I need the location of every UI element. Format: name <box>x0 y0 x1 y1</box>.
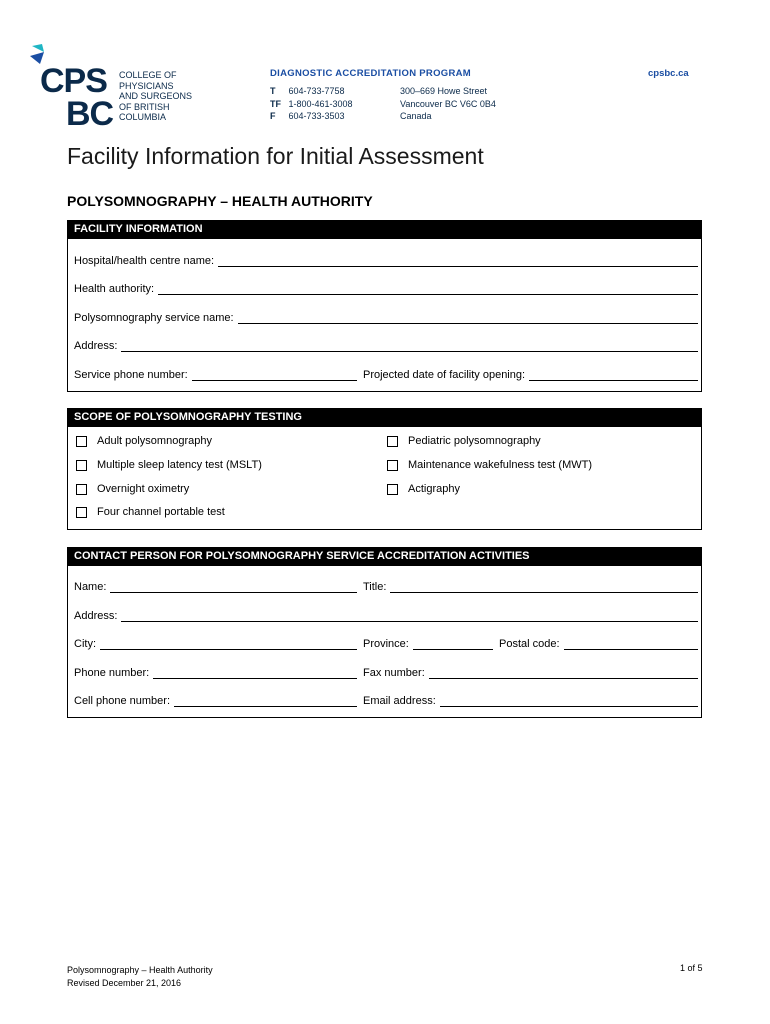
input-line[interactable] <box>529 369 698 381</box>
org-name <box>119 70 192 123</box>
checkbox-box[interactable] <box>387 460 398 471</box>
checkbox-label: Overnight oximetry <box>97 483 190 495</box>
checkbox-oximetry[interactable] <box>76 484 189 495</box>
org-name-line: PHYSICIANS <box>119 80 174 91</box>
field-label: Title: <box>363 581 387 593</box>
checkbox-label: Adult polysomnography <box>97 435 212 447</box>
phone-list <box>270 85 353 123</box>
phone-value: 1-800-461-3008 <box>288 98 353 109</box>
address-block <box>400 85 496 123</box>
input-line[interactable] <box>174 695 357 707</box>
service-phone-field[interactable] <box>74 369 357 381</box>
org-name-line: COLLEGE OF <box>119 70 177 80</box>
org-name-line: AND SURGEONS <box>119 91 193 101</box>
logo-cps: CPS <box>40 62 107 100</box>
postal-code-field[interactable] <box>499 638 698 650</box>
checkbox-label: Four channel portable test <box>97 506 225 518</box>
section-heading: SCOPE OF POLYSOMNOGRAPHY TESTING <box>68 408 701 427</box>
field-label: Postal code: <box>499 638 560 650</box>
phone-key: F <box>270 111 276 121</box>
health-authority-field[interactable] <box>74 283 698 295</box>
field-label: Name: <box>74 581 107 593</box>
checkbox-box[interactable] <box>387 436 398 447</box>
field-label: Health authority: <box>74 283 155 295</box>
website-link[interactable]: cpsbc.ca <box>648 68 689 79</box>
opening-date-field[interactable] <box>363 369 698 381</box>
phone-key: T <box>270 86 276 96</box>
service-name-field[interactable] <box>74 312 698 324</box>
input-line[interactable] <box>564 638 698 650</box>
field-label: Service phone number: <box>74 369 188 381</box>
input-line[interactable] <box>429 667 698 679</box>
email-field[interactable] <box>363 695 698 707</box>
checkbox-box[interactable] <box>76 507 87 518</box>
footer-doc-name: Polysomnography – Health Authority <box>67 965 213 975</box>
province-field[interactable] <box>363 638 493 650</box>
field-label: Hospital/health centre name: <box>74 255 215 267</box>
input-line[interactable] <box>153 667 357 679</box>
contact-address-field[interactable] <box>74 610 698 622</box>
field-label: Polysomnography service name: <box>74 312 234 324</box>
input-line[interactable] <box>413 638 493 650</box>
checkbox-mslt[interactable] <box>76 460 262 471</box>
checkbox-portable-test[interactable] <box>76 507 225 518</box>
checkbox-actigraphy[interactable] <box>387 484 460 495</box>
page-subtitle: POLYSOMNOGRAPHY – HEALTH AUTHORITY <box>67 193 373 209</box>
input-line[interactable] <box>121 340 698 352</box>
field-label: Fax number: <box>363 667 425 679</box>
field-label: Address: <box>74 340 118 352</box>
input-line[interactable] <box>110 581 357 593</box>
field-label: Email address: <box>363 695 436 707</box>
cell-phone-field[interactable] <box>74 695 357 707</box>
checkbox-pediatric-psg[interactable] <box>387 436 541 447</box>
input-line[interactable] <box>238 312 698 324</box>
checkbox-mwt[interactable] <box>387 460 592 471</box>
address-line: 300–669 Howe Street <box>400 86 488 96</box>
page-number: 1 of 5 <box>680 963 703 973</box>
field-label: Projected date of facility opening: <box>363 369 526 381</box>
contact-section <box>67 547 702 718</box>
phone-value: 604-733-3503 <box>288 111 345 121</box>
scope-section <box>67 408 702 530</box>
field-label: Cell phone number: <box>74 695 171 707</box>
footer-doc-info <box>67 964 213 990</box>
checkbox-box[interactable] <box>76 484 87 495</box>
footer-revised: Revised December 21, 2016 <box>67 978 182 988</box>
contact-title-field[interactable] <box>363 581 698 593</box>
input-line[interactable] <box>192 369 357 381</box>
facility-section <box>67 220 702 392</box>
checkbox-box[interactable] <box>387 484 398 495</box>
input-line[interactable] <box>158 283 698 295</box>
city-field[interactable] <box>74 638 357 650</box>
input-line[interactable] <box>100 638 357 650</box>
field-label: Province: <box>363 638 409 650</box>
checkbox-label: Actigraphy <box>408 483 460 495</box>
org-name-line: OF BRITISH <box>119 101 170 112</box>
field-label: City: <box>74 638 96 650</box>
checkbox-label: Pediatric polysomnography <box>408 435 541 447</box>
checkbox-box[interactable] <box>76 436 87 447</box>
program-title: DIAGNOSTIC ACCREDITATION PROGRAM <box>270 68 472 79</box>
hospital-name-field[interactable] <box>74 255 698 267</box>
input-line[interactable] <box>121 610 698 622</box>
contact-phone-field[interactable] <box>74 667 357 679</box>
address-line: Vancouver BC V6C 0B4 <box>400 98 496 109</box>
field-label: Address: <box>74 610 118 622</box>
checkbox-box[interactable] <box>76 460 87 471</box>
checkbox-adult-psg[interactable] <box>76 436 212 447</box>
facility-address-field[interactable] <box>74 340 698 352</box>
section-heading: FACILITY INFORMATION <box>68 220 701 239</box>
input-line[interactable] <box>440 695 698 707</box>
page-title: Facility Information for Initial Assessment <box>67 143 484 169</box>
contact-name-field[interactable] <box>74 581 357 593</box>
input-line[interactable] <box>390 581 698 593</box>
checkbox-label: Maintenance wakefulness test (MWT) <box>408 459 593 471</box>
field-label: Phone number: <box>74 667 150 679</box>
input-line[interactable] <box>218 255 698 267</box>
address-line: Canada <box>400 111 432 121</box>
logo-bc: BC <box>66 95 114 133</box>
org-name-line: COLUMBIA <box>119 112 167 122</box>
fax-field[interactable] <box>363 667 698 679</box>
phone-value: 604-733-7758 <box>288 86 345 96</box>
cpsbc-logo <box>28 42 208 133</box>
checkbox-label: Multiple sleep latency test (MSLT) <box>97 459 262 471</box>
section-heading: CONTACT PERSON FOR POLYSOMNOGRAPHY SERVICE ACCREDITATION ACTIVITIES <box>68 547 701 566</box>
phone-key: TF <box>270 98 281 109</box>
